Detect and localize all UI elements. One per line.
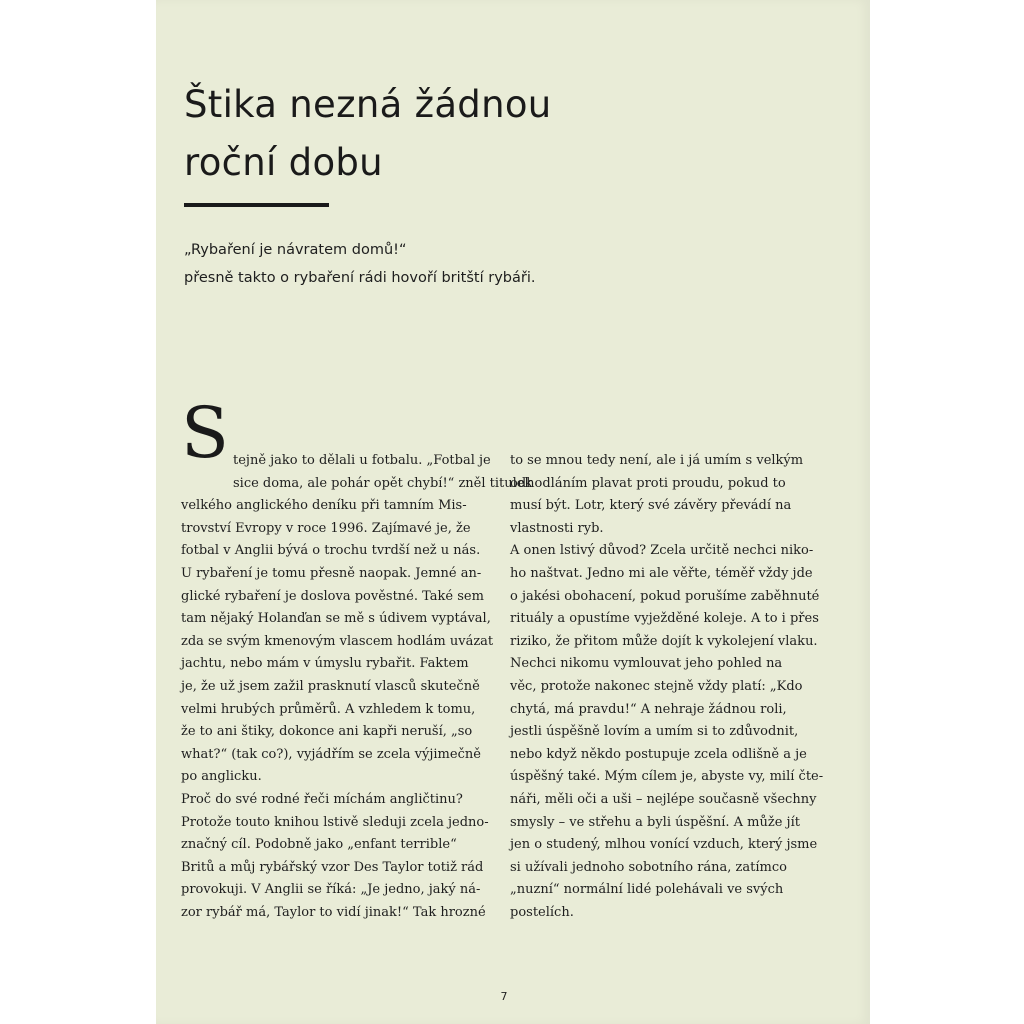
- body-line: U rybaření je tomu přesně naopak. Jemné an-: [181, 565, 482, 581]
- chapter-title-line: roční dobu: [184, 141, 383, 184]
- body-line: glické rybaření je doslova pověstné. Také sem: [181, 588, 484, 604]
- body-column-left: [181, 450, 533, 924]
- body-line: odhodláním plavat proti proudu, pokud to: [510, 475, 786, 491]
- body-line: to se mnou tedy není, ale i já umím s velkým: [510, 453, 804, 468]
- body-line: provokuji. V Anglii se říká: „Je jedno, jaký ná-: [181, 882, 481, 898]
- body-line: Protože touto knihou lstivě sleduji zcela jedno-: [181, 814, 489, 830]
- body-line: jachtu, nebo mám v úmyslu rybařit. Faktem: [181, 656, 469, 672]
- body-line: „nuzní“ normální lidé polehávali ve svých: [510, 882, 784, 898]
- body-line: trovství Evropy v roce 1996. Zajímavé je, že: [181, 520, 471, 536]
- body-line: vlastnosti ryb.: [510, 520, 604, 536]
- body-line: what?“ (tak co?), vyjádřím se zcela výjimečně: [181, 746, 481, 762]
- lead-quote: [184, 236, 784, 292]
- lead-line: přesně takto o rybaření rádi hovoří britští rybáři.: [184, 270, 536, 286]
- page-number: 7: [500, 990, 508, 1003]
- body-line: A onen lstivý důvod? Zcela určitě nechci niko-: [510, 543, 814, 559]
- drop-cap: S: [181, 392, 229, 474]
- body-line: o jakési obohacení, pokud porušíme zaběhnuté: [510, 588, 820, 604]
- body-line: je, že už jsem zažil prasknutí vlasců skutečně: [181, 678, 480, 694]
- body-column-right: [510, 450, 830, 924]
- body-line: zda se svým kmenovým vlascem hodlám uvázat: [181, 633, 494, 649]
- body-line: Proč do své rodné řeči míchám angličtinu?: [181, 791, 463, 807]
- body-line: po anglicku.: [181, 769, 262, 785]
- body-line: sice doma, ale pohár opět chybí!“ zněl titulek: [233, 475, 533, 491]
- body-line: musí být. Lotr, který své závěry převádí na: [510, 498, 792, 514]
- body-line: Nechci nikomu vymlouvat jeho pohled na: [510, 656, 783, 672]
- book-page: [156, 0, 870, 1024]
- body-line: úspěšný také. Mým cílem je, abyste vy, milí čte-: [510, 769, 824, 785]
- body-line: náři, měli oči a uši – nejlépe současně všechny: [510, 791, 817, 807]
- body-line: chytá, má pravdu!“ A nehraje žádnou roli,: [510, 701, 787, 717]
- body-line: Britů a můj rybářský vzor Des Taylor totiž rád: [181, 859, 484, 875]
- body-line: ho naštvat. Jedno mi ale věřte, téměř vždy jde: [510, 565, 813, 581]
- body-line: že to ani štiky, dokonce ani kapři neruší, „so: [181, 724, 473, 740]
- body-line: jen o studený, mlhou vonící vzduch, který jsme: [510, 837, 818, 853]
- body-line: velkého anglického deníku při tamním Mis-: [181, 498, 467, 514]
- body-line: velmi hrubých průměrů. A vzhledem k tomu,: [181, 701, 476, 717]
- body-line: riziko, že přitom může dojít k vykolejení vlaku.: [510, 633, 818, 649]
- body-line: rituály a opustíme vyježděné koleje. A to i přes: [510, 611, 819, 627]
- title-underline: [184, 203, 329, 207]
- body-line: fotbal v Anglii bývá o trochu tvrdší než u nás.: [181, 543, 481, 559]
- chapter-title-line: Štika nezná žádnou: [184, 83, 552, 126]
- body-line: si užívali jednoho sobotního rána, zatímco: [510, 859, 787, 875]
- body-line: věc, protože nakonec stejně vždy platí: „Kdo: [510, 678, 803, 694]
- body-line: značný cíl. Podobně jako „enfant terrible“: [181, 837, 457, 853]
- body-line: nebo když někdo postupuje zcela odlišně a je: [510, 746, 807, 762]
- body-line: postelích.: [510, 904, 574, 920]
- body-line: tejně jako to dělali u fotbalu. „Fotbal je: [233, 453, 491, 468]
- chapter-title: [184, 76, 744, 192]
- body-line: jestli úspěšně lovím a umím si to zdůvodnit,: [510, 724, 799, 740]
- body-line: tam nějaký Holanďan se mě s údivem vyptával,: [181, 611, 491, 627]
- lead-line: „Rybaření je návratem domů!“: [184, 242, 407, 258]
- body-line: smysly – ve střehu a byli úspěšní. A může jít: [510, 814, 800, 830]
- body-line: zor rybář má, Taylor to vidí jinak!“ Tak hrozné: [181, 904, 486, 920]
